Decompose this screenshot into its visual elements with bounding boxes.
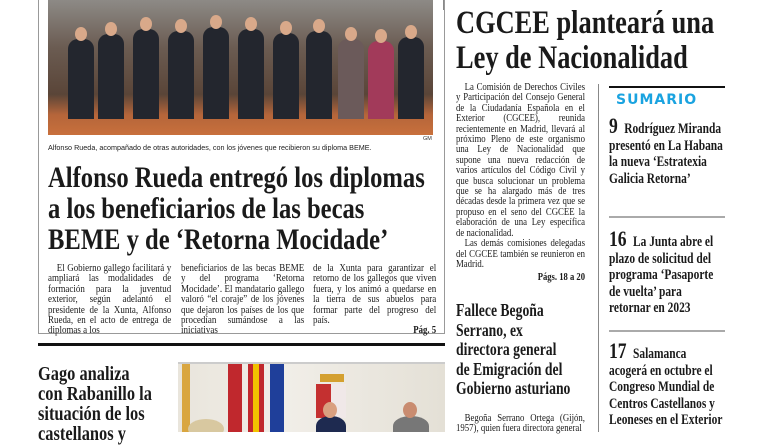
headline-line: BEME y de ‘Retorna Mocidade’ xyxy=(48,223,389,256)
sumario-item[interactable]: 17 Salamanca acogerá en octubre el Congreso Mundial de Centros Castellanos y Leoneses en el Exterior xyxy=(609,338,723,428)
lead-photo xyxy=(48,0,433,135)
sumario-item[interactable]: 9 Rodríguez Miranda presentó en La Habana la nueva ‘Estratexia Galicia Retorna’ xyxy=(609,113,723,187)
column-divider xyxy=(443,0,444,10)
meeting-photo xyxy=(178,362,445,432)
obituary-body: Begoña Serrano Ortega (Gijón, 1957), quien fuera directora general xyxy=(456,413,585,435)
section-divider xyxy=(38,343,445,346)
headline-line: a los beneficiarios de las becas xyxy=(48,192,365,225)
gago-headline[interactable]: Gago analiza con Rabanillo la situación de los castellanos y xyxy=(38,363,152,445)
obituary-headline[interactable]: Fallece Begoña Serrano, ex directora general de Emigración del Gobierno asturiano xyxy=(456,300,571,398)
lead-body-col-3: de la Xunta para garantizar el retorno de los gallegos que viven fuera, y los animó a quedarse en la tierra de sus abuelos para formar parte del progreso del país. Pág. 5 xyxy=(313,263,437,337)
sumario-top-rule xyxy=(609,86,725,88)
headline-line: Alfonso Rueda entregó los diplomas xyxy=(48,161,425,194)
lead-body-col-1: El Gobierno gallego facilitará y ampliará las modalidades de formación para la juventud exterior, según adelantó el presidente de la Xunta, Alfonso Rueda, en el acto de entrega de diplomas a los xyxy=(48,263,172,337)
column-divider xyxy=(598,84,599,432)
divider xyxy=(609,330,725,332)
page-ref[interactable]: Pág. 5 xyxy=(413,325,437,337)
divider xyxy=(609,216,725,218)
cgcee-body: La Comisión de Derechos Civiles y Participación del Consejo General de la Ciudadanía Española en el Exterior (CGCEE), reunida recientemente en Madrid, llevará al próximo Pleno de este organismo una Ley de Nacionalidad que supone una nueva redacción de varios artículos del Código Civil y que busca solucionar un problema que se ha alargado más de tres décadas desde la primera vez que se propuso en el seno del CGCEE la elaboración de una Ley específica de nacionalidad. Las demás comisiones delegadas del CGCEE también se reunieron en Madrid. Págs. 18 a 20 xyxy=(456,82,585,284)
photo-caption: Alfonso Rueda, acompañado de otras autoridades, con los jóvenes que recibieron su diploma BEME. xyxy=(48,143,372,152)
photo-credit: GM xyxy=(423,136,432,142)
page-ref[interactable]: Págs. 18 a 20 xyxy=(537,272,585,284)
lead-headline[interactable] xyxy=(48,162,425,255)
sumario-title: SUMARIO xyxy=(616,92,698,108)
lead-body-col-2: beneficiarios de las becas BEME y del programa ‘Retorna Mocidade’. El mandatario gallego valoró “el coraje” de los jóvenes que dejaron los países de los que procedían sumándose a las iniciativas xyxy=(181,263,305,337)
sumario-item[interactable]: 16 La Junta abre el plazo de solicitud del programa ‘Pasaporte de vuelta’ para retornar en 2023 xyxy=(609,226,714,316)
cgcee-headline[interactable]: CGCEE planteará una Ley de Nacionalidad xyxy=(456,5,715,76)
